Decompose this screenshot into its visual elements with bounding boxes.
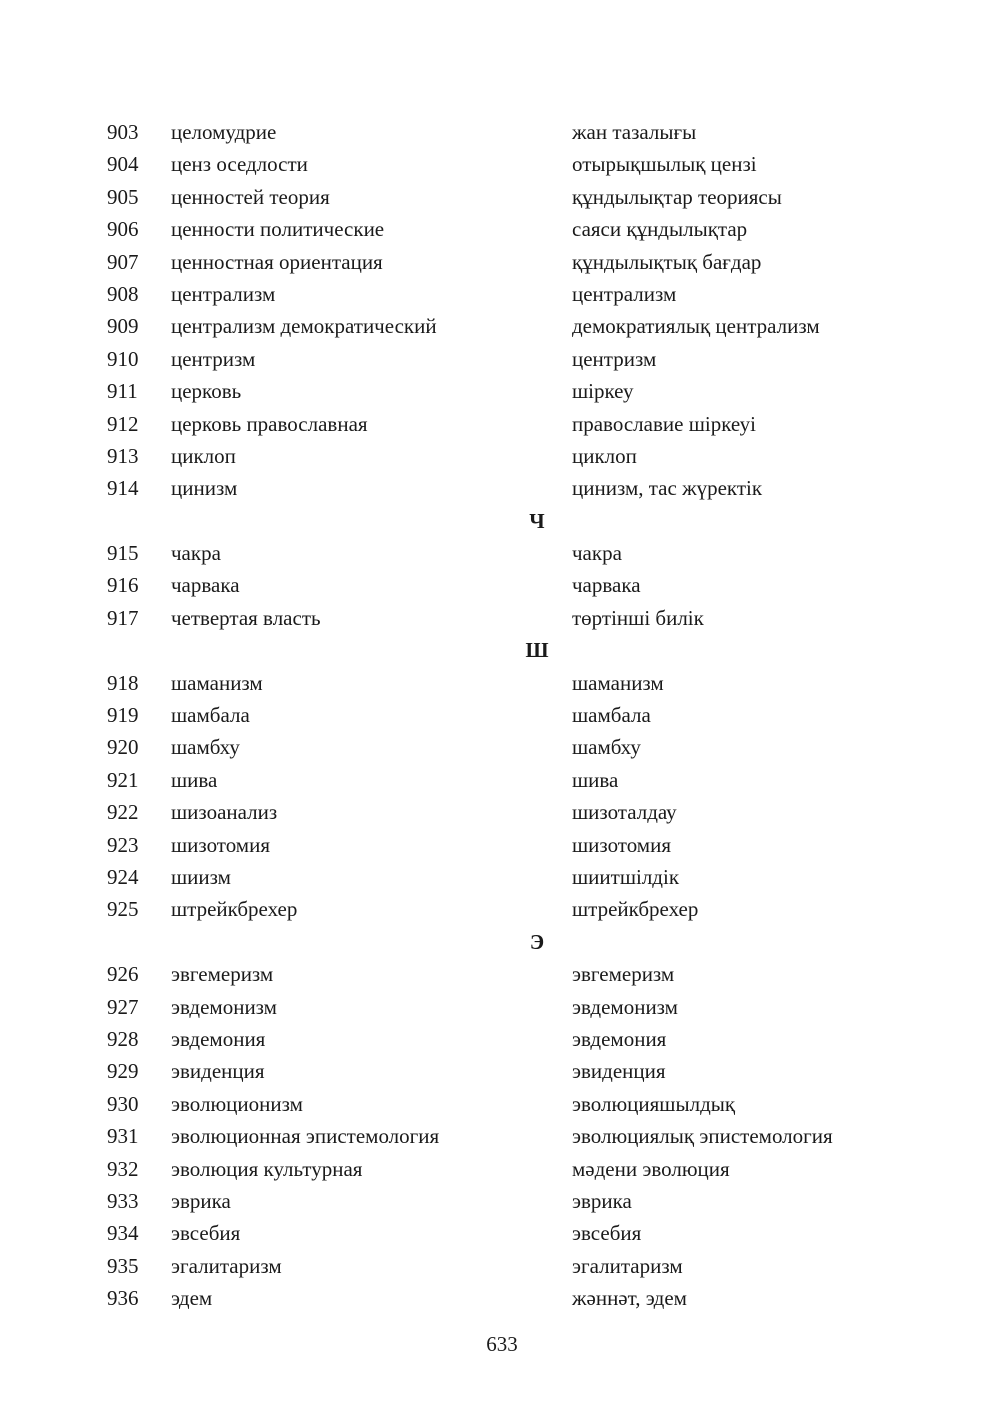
glossary-entry-row (0, 246, 1004, 278)
entry-number: 928 (107, 1026, 139, 1051)
kazakh-term: құндылықтық бағдар (572, 249, 762, 274)
glossary-entry-row (0, 893, 1004, 925)
entry-number: 921 (107, 767, 139, 792)
glossary-entry-row (0, 472, 1004, 504)
entry-number: 904 (107, 152, 139, 177)
kazakh-term: шаманизм (572, 670, 664, 695)
entry-number: 927 (107, 994, 139, 1019)
kazakh-term: циклоп (572, 443, 637, 468)
russian-term: целомудрие (171, 120, 277, 144)
russian-term: централизм (171, 281, 276, 306)
entry-number: 929 (107, 1059, 139, 1084)
glossary-entry-row (0, 958, 1004, 990)
entry-number: 918 (107, 670, 139, 695)
kazakh-term: централизм (572, 281, 677, 306)
glossary-entry-row (0, 829, 1004, 861)
entry-number: 932 (107, 1156, 139, 1181)
glossary-entry-row (0, 343, 1004, 375)
russian-term: эволюционизм (171, 1091, 303, 1116)
glossary-entry-row (0, 569, 1004, 601)
kazakh-term: эволюцияшылдық (572, 1091, 736, 1116)
kazakh-term: мәдени эволюция (572, 1156, 730, 1181)
entry-number: 931 (107, 1124, 139, 1149)
kazakh-term: эвгемеризм (572, 962, 675, 987)
entry-number: 936 (107, 1286, 139, 1311)
russian-term: эволюционная эпистемология (171, 1124, 440, 1149)
glossary-entry-row (0, 1217, 1004, 1249)
entry-number: 905 (107, 184, 139, 209)
glossary-entry-row (0, 148, 1004, 180)
russian-term: шамбху (171, 735, 240, 760)
entry-number: 920 (107, 735, 139, 760)
russian-term: шиизм (171, 864, 231, 889)
section-letter-heading: Э (529, 929, 545, 954)
kazakh-term: православие шіркеуі (572, 411, 757, 436)
kazakh-term: цинизм, тас жүректік (572, 476, 763, 501)
section-letter-heading: Ч (529, 508, 545, 533)
glossary-entry-row (0, 731, 1004, 763)
russian-term: эвсебия (171, 1221, 241, 1246)
glossary-entry-row (0, 408, 1004, 440)
russian-term: эдем (171, 1286, 213, 1311)
kazakh-term: жәннәт, эдем (572, 1286, 687, 1311)
russian-term: ценз оседлости (171, 152, 308, 177)
entry-number: 924 (107, 864, 139, 889)
entry-number: 919 (107, 703, 139, 728)
entry-number: 923 (107, 832, 139, 857)
russian-term: центризм (171, 346, 256, 371)
russian-term: эгалитаризм (171, 1253, 282, 1278)
russian-term: эврика (171, 1188, 231, 1213)
kazakh-term: демократиялық централизм (572, 314, 820, 339)
glossary-entry-row (0, 1088, 1004, 1120)
entry-number: 908 (107, 281, 139, 306)
glossary-list (0, 116, 1004, 1314)
kazakh-term: шіркеу (572, 379, 634, 404)
kazakh-term: чарвака (572, 573, 641, 598)
glossary-entry-row (0, 440, 1004, 472)
russian-term: шива (171, 767, 218, 792)
entry-number: 917 (107, 605, 139, 630)
entry-number: 911 (107, 379, 138, 404)
russian-term: чарвака (171, 573, 240, 598)
russian-term: эвдемония (171, 1026, 266, 1051)
russian-term: шамбала (171, 703, 250, 728)
kazakh-term: шамбху (572, 735, 641, 760)
section-letter-heading: Ш (525, 638, 549, 663)
russian-term: чакра (171, 541, 221, 566)
entry-number: 915 (107, 541, 139, 566)
entry-number: 910 (107, 346, 139, 371)
russian-term: эвиденция (171, 1059, 265, 1084)
russian-term: шаманизм (171, 670, 263, 695)
russian-term: шизотомия (171, 832, 270, 857)
entry-number: 903 (107, 120, 139, 144)
russian-term: штрейкбрехер (171, 897, 298, 922)
kazakh-term: шизотомия (572, 832, 671, 857)
glossary-entry-row (0, 602, 1004, 634)
russian-term: эвгемеризм (171, 962, 274, 987)
page-number: 633 (486, 1332, 518, 1356)
glossary-entry-row (0, 310, 1004, 342)
kazakh-term: центризм (572, 346, 657, 371)
kazakh-term: эволюциялық эпистемология (572, 1124, 833, 1149)
entry-number: 909 (107, 314, 139, 339)
glossary-entry-row (0, 667, 1004, 699)
entry-number: 930 (107, 1091, 139, 1116)
russian-term: ценностей теория (171, 184, 330, 209)
glossary-entry-row (0, 1250, 1004, 1282)
glossary-entry-row (0, 1055, 1004, 1087)
glossary-entry-row (0, 1120, 1004, 1152)
glossary-entry-row (0, 181, 1004, 213)
kazakh-term: эвдемония (572, 1026, 667, 1051)
entry-number: 907 (107, 249, 139, 274)
glossary-entry-row (0, 1153, 1004, 1185)
entry-number: 912 (107, 411, 139, 436)
kazakh-term: шиитшілдік (572, 864, 680, 889)
kazakh-term: шизоталдау (572, 800, 677, 825)
entry-number: 916 (107, 573, 139, 598)
russian-term: четвертая власть (171, 605, 321, 630)
glossary-entry-row (0, 1185, 1004, 1217)
kazakh-term: шива (572, 767, 619, 792)
entry-number: 935 (107, 1253, 139, 1278)
glossary-entry-row (0, 764, 1004, 796)
russian-term: ценности политические (171, 217, 385, 242)
kazakh-term: эвсебия (572, 1221, 642, 1246)
glossary-entry-row (0, 861, 1004, 893)
russian-term: шизоанализ (171, 800, 278, 825)
entry-number: 934 (107, 1221, 139, 1246)
kazakh-term: құндылықтар теориясы (572, 184, 782, 209)
glossary-entry-row (0, 1282, 1004, 1314)
russian-term: эволюция культурная (171, 1156, 363, 1181)
kazakh-term: эвдемонизм (572, 994, 678, 1019)
entry-number: 926 (107, 962, 139, 987)
russian-term: централизм демократический (171, 314, 437, 339)
entry-number: 922 (107, 800, 139, 825)
kazakh-term: чакра (572, 541, 622, 566)
glossary-entry-row (0, 278, 1004, 310)
kazakh-term: эвиденция (572, 1059, 666, 1084)
russian-term: церковь (171, 379, 242, 404)
entry-number: 914 (107, 476, 139, 501)
glossary-entry-row (0, 375, 1004, 407)
glossary-entry-row (0, 991, 1004, 1023)
glossary-entry-row (0, 1023, 1004, 1055)
russian-term: ценностная ориентация (171, 249, 383, 274)
russian-term: циклоп (171, 443, 236, 468)
glossary-entry-row (0, 116, 1004, 148)
entry-number: 925 (107, 897, 139, 922)
glossary-entry-row (0, 537, 1004, 569)
kazakh-term: жан тазалығы (572, 120, 697, 144)
kazakh-term: штрейкбрехер (572, 897, 699, 922)
glossary-entry-row (0, 699, 1004, 731)
glossary-entry-row (0, 796, 1004, 828)
russian-term: эвдемонизм (171, 994, 277, 1019)
kazakh-term: эгалитаризм (572, 1253, 683, 1278)
entry-number: 913 (107, 443, 139, 468)
kazakh-term: шамбала (572, 703, 651, 728)
entry-number: 906 (107, 217, 139, 242)
glossary-entry-row (0, 213, 1004, 245)
kazakh-term: саяси құндылықтар (572, 217, 748, 242)
kazakh-term: отырықшылық цензі (572, 152, 757, 177)
entry-number: 933 (107, 1188, 139, 1213)
russian-term: цинизм (171, 476, 238, 501)
kazakh-term: төртінші билік (572, 605, 704, 630)
kazakh-term: эврика (572, 1188, 632, 1213)
russian-term: церковь православная (171, 411, 368, 436)
